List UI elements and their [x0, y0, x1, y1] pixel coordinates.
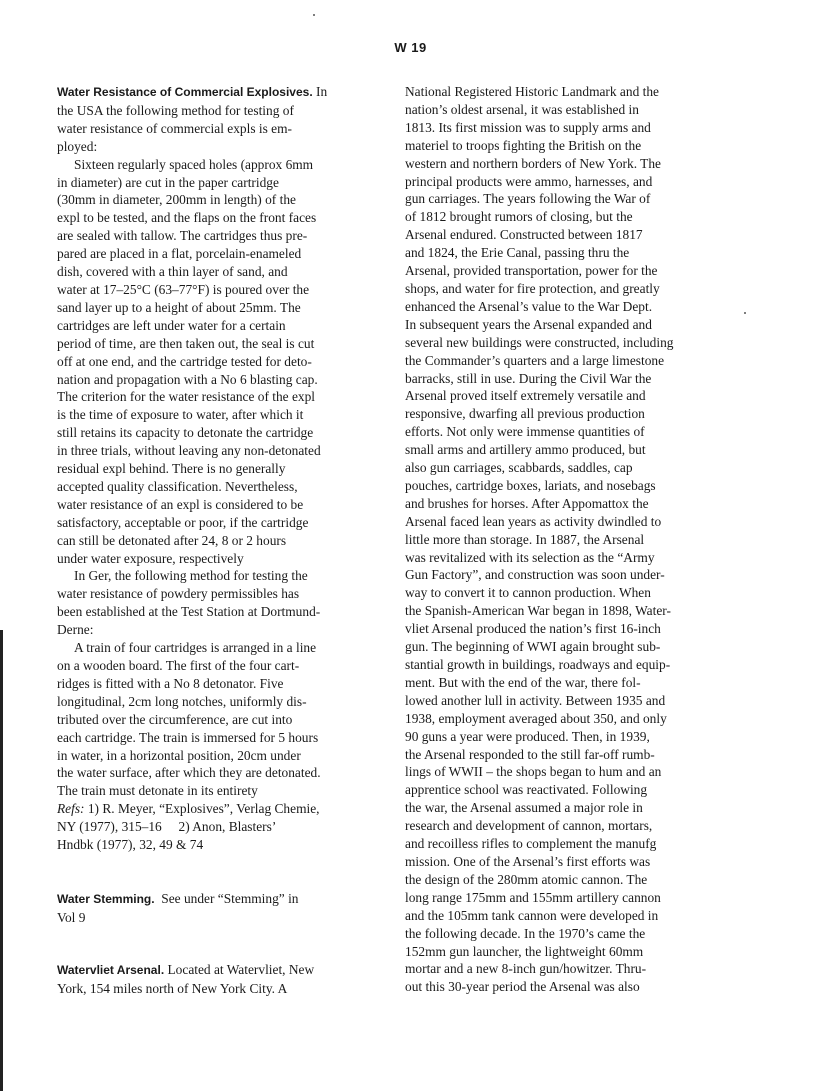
- paragraph-watervliet-continued: [405, 83, 701, 996]
- text-line: the Spanish-American War began in 1898, Water-: [405, 603, 671, 619]
- refs-label: Refs:: [57, 801, 85, 817]
- text-line: satisfactory, acceptable or poor, if the cartridge: [57, 514, 309, 530]
- text-line: been established at the Test Station at Dortmund-: [57, 604, 321, 620]
- text-line: principal products were ammo, harnesses, and: [405, 173, 653, 189]
- text-line: Water Resistance of Commercial Explosives. In: [57, 84, 328, 99]
- text-line: cartridges are left under water for a certain: [57, 317, 286, 333]
- text-line: nation’s oldest arsenal, it was established in: [405, 101, 639, 117]
- paragraph-watervliet: [57, 961, 351, 998]
- entry-heading-water-stemming: Water Stemming.: [57, 891, 155, 906]
- text-line: 90 guns a year were produced. Then, in 1939,: [405, 728, 650, 744]
- text-line: responsive, dwarfing all previous production: [405, 406, 645, 422]
- text-line: and recoilless rifles to complement the manufg: [405, 836, 657, 852]
- text-line: and 1824, the Erie Canal, passing thru the: [405, 245, 630, 261]
- text-line: Gun Factory”, and construction was soon under-: [405, 567, 665, 583]
- text-line: The criterion for the water resistance of the expl: [57, 389, 316, 405]
- text-line: Watervliet Arsenal. Located at Watervliet, New: [57, 961, 315, 977]
- text-line: the Commander’s quarters and a large limestone: [405, 352, 665, 368]
- text-line: longitudinal, 2cm long notches, uniformly dis-: [57, 693, 307, 709]
- text-line: water resistance of commercial expls is em-: [57, 120, 292, 136]
- text-line: off at one end, and the cartridge tested for deto-: [57, 353, 312, 369]
- paragraph-water-resistance-intro: [57, 83, 351, 156]
- text-line: stantial growth in buildings, roadways and equip-: [405, 657, 671, 672]
- text-line: efforts. Not only were immense quantities of: [405, 424, 645, 440]
- text-line: pouches, cartridge boxes, lariats, and nosebags: [405, 477, 656, 493]
- paragraph-cartridge-train: [57, 639, 351, 800]
- text-line: was revitalized with its selection as the “Army: [405, 549, 655, 565]
- text-line: the water surface, after which they are detonated.: [57, 765, 321, 781]
- text-line: tributed over the circumference, are cut into: [57, 711, 293, 727]
- text-line: on a wooden board. The first of the four cart-: [57, 658, 300, 673]
- entry-heading-water-resistance: Water Resistance of Commercial Explosives.: [57, 85, 313, 99]
- left-column: [57, 83, 351, 998]
- text-line: accepted quality classification. Nevertheless,: [57, 478, 298, 494]
- text-line: barracks, still in use. During the Civil War the: [405, 370, 652, 386]
- text-line: water at 17–25°C (63–77°F) is poured over the: [57, 281, 310, 297]
- text-line: several new buildings were constructed, including: [405, 334, 674, 350]
- text-line: sand layer up to a height of about 25mm. The: [57, 299, 301, 315]
- text-line: (30mm in diameter, 200mm in length) of the: [57, 192, 296, 208]
- text-line: can still be detonated after 24, 8 or 2 hours: [57, 532, 287, 548]
- paragraph-sixteen-holes: [57, 156, 351, 568]
- text-line: way to convert it to cannon production. When: [405, 585, 651, 601]
- text-line: 1938, employment averaged about 350, and only: [405, 710, 667, 726]
- text-line: the USA the following method for testing of: [57, 102, 294, 118]
- text-line: A train of four cartridges is arranged in a line: [74, 640, 317, 656]
- text-line: mortar and a new 8-inch gun/howitzer. Thru-: [405, 961, 647, 977]
- paragraph-germany-method: [57, 567, 351, 639]
- page-header: W 19: [394, 40, 427, 55]
- text-line: in three trials, without leaving any non-detonated: [57, 443, 321, 459]
- text-line: Arsenal endured. Constructed between 1817: [405, 227, 643, 243]
- scan-binding-edge: [0, 630, 3, 1091]
- text-line: nation and propagation with a No 6 blasting cap.: [57, 371, 318, 387]
- text-line: expl to be tested, and the flaps on the front faces: [57, 210, 317, 226]
- text-line: Arsenal, provided transportation, power for the: [405, 263, 658, 279]
- text-line: small arms and artillery ammo produced, but: [405, 442, 646, 458]
- references: [57, 800, 351, 854]
- scan-speck: [744, 312, 746, 314]
- text-line: under water exposure, respectively: [57, 550, 244, 566]
- paragraph-water-stemming: [57, 890, 351, 927]
- right-column: [405, 83, 701, 996]
- text-line: gun carriages. The years following the War of: [405, 191, 651, 207]
- text-line: In subsequent years the Arsenal expanded and: [405, 316, 652, 332]
- text-line: the Arsenal responded to the still far-off rumb-: [405, 746, 655, 762]
- text-line: are sealed with tallow. The cartridges thus pre-: [57, 228, 308, 244]
- text-line: dish, covered with a thin layer of sand, and: [57, 264, 288, 280]
- text-line: and the 105mm tank cannon were developed in: [405, 907, 659, 923]
- text-line: water resistance of powdery permissibles has: [57, 586, 300, 602]
- text-line: and brushes for horses. After Appomattox the: [405, 495, 649, 511]
- text-line: the following decade. In the 1970’s came the: [405, 925, 646, 941]
- text-line: Arsenal faced lean years as activity dwindled to: [405, 513, 662, 529]
- text-line: research and development of cannon, mortars,: [405, 818, 653, 834]
- text-line: 1813. Its first mission was to supply arms and: [405, 119, 651, 135]
- text-line: the design of the 280mm atomic cannon. The: [405, 871, 648, 887]
- text-line: NY (1977), 315–16 2) Anon, Blasters’: [57, 819, 277, 835]
- text-line: residual expl behind. There is no generally: [57, 461, 286, 477]
- text-line: in water, in a horizontal position, 20cm under: [57, 747, 301, 763]
- text-line: the war, the Arsenal assumed a major role in: [405, 800, 643, 816]
- text-line: In Ger, the following method for testing the: [74, 568, 308, 584]
- text-line: in diameter) are cut in the paper cartridge: [57, 174, 279, 190]
- text-line: western and northern borders of New York. The: [405, 155, 661, 171]
- text-line: lings of WWII – the shops began to hum and an: [405, 764, 662, 780]
- text-line: vliet Arsenal produced the nation’s first 16-inch: [405, 621, 661, 637]
- text-line: still retains its capacity to detonate the cartridge: [57, 425, 314, 441]
- text-line: The train must detonate in its entirety: [57, 783, 258, 799]
- text-line: Refs: 1) R. Meyer, “Explosives”, Verlag Chemie,: [57, 801, 320, 817]
- text-line: materiel to troops fighting the British on the: [405, 137, 642, 153]
- text-line: each cartridge. The train is immersed for 5 hours: [57, 729, 319, 745]
- text-line: Vol 9: [57, 909, 86, 925]
- text-line: of 1812 brought rumors of closing, but the: [405, 209, 633, 225]
- text-line: gun. The beginning of WWI again brought sub-: [405, 639, 661, 655]
- text-line: period of time, are then taken out, the seal is cut: [57, 335, 315, 351]
- text-line: mission. One of the Arsenal’s first efforts was: [405, 853, 651, 869]
- text-line: little more than storage. In 1887, the Arsenal: [405, 531, 645, 547]
- text-line: Sixteen regularly spaced holes (approx 6mm: [74, 156, 314, 172]
- text-line: Water Stemming. See under “Stemming” in: [57, 890, 299, 906]
- text-line: National Registered Historic Landmark and the: [405, 84, 659, 99]
- scan-speck: [313, 14, 315, 16]
- text-line: water resistance of an expl is considered to be: [57, 496, 304, 512]
- text-line: shops, and water for fire protection, and greatly: [405, 280, 660, 296]
- text-line: 152mm gun launcher, the lightweight 60mm: [405, 943, 644, 959]
- text-line: Hndbk (1977), 32, 49 & 74: [57, 837, 204, 853]
- text-line: pared are placed in a flat, porcelain-enameled: [57, 246, 302, 262]
- text-line: is the time of exposure to water, after which it: [57, 407, 304, 423]
- text-line: ment. But with the end of the war, there fol-: [405, 674, 641, 690]
- text-line: lowed another lull in activity. Between 1935 and: [405, 692, 666, 708]
- text-line: Arsenal proved itself extremely versatile and: [405, 388, 646, 404]
- text-line: enhanced the Arsenal’s value to the War Dept.: [405, 298, 653, 314]
- text-line: also gun carriages, scabbards, saddles, cap: [405, 460, 633, 476]
- text-line: out this 30-year period the Arsenal was also: [405, 979, 640, 995]
- text-line: Derne:: [57, 622, 94, 638]
- text-line: apprentice school was reactivated. Following: [405, 782, 648, 798]
- entry-heading-watervliet: Watervliet Arsenal.: [57, 962, 165, 977]
- text-line: ployed:: [57, 138, 98, 154]
- text-line: ridges is fitted with a No 8 detonator. Five: [57, 675, 284, 691]
- text-line: long range 175mm and 155mm artillery cannon: [405, 889, 661, 905]
- text-line: York, 154 miles north of New York City. A: [57, 980, 288, 996]
